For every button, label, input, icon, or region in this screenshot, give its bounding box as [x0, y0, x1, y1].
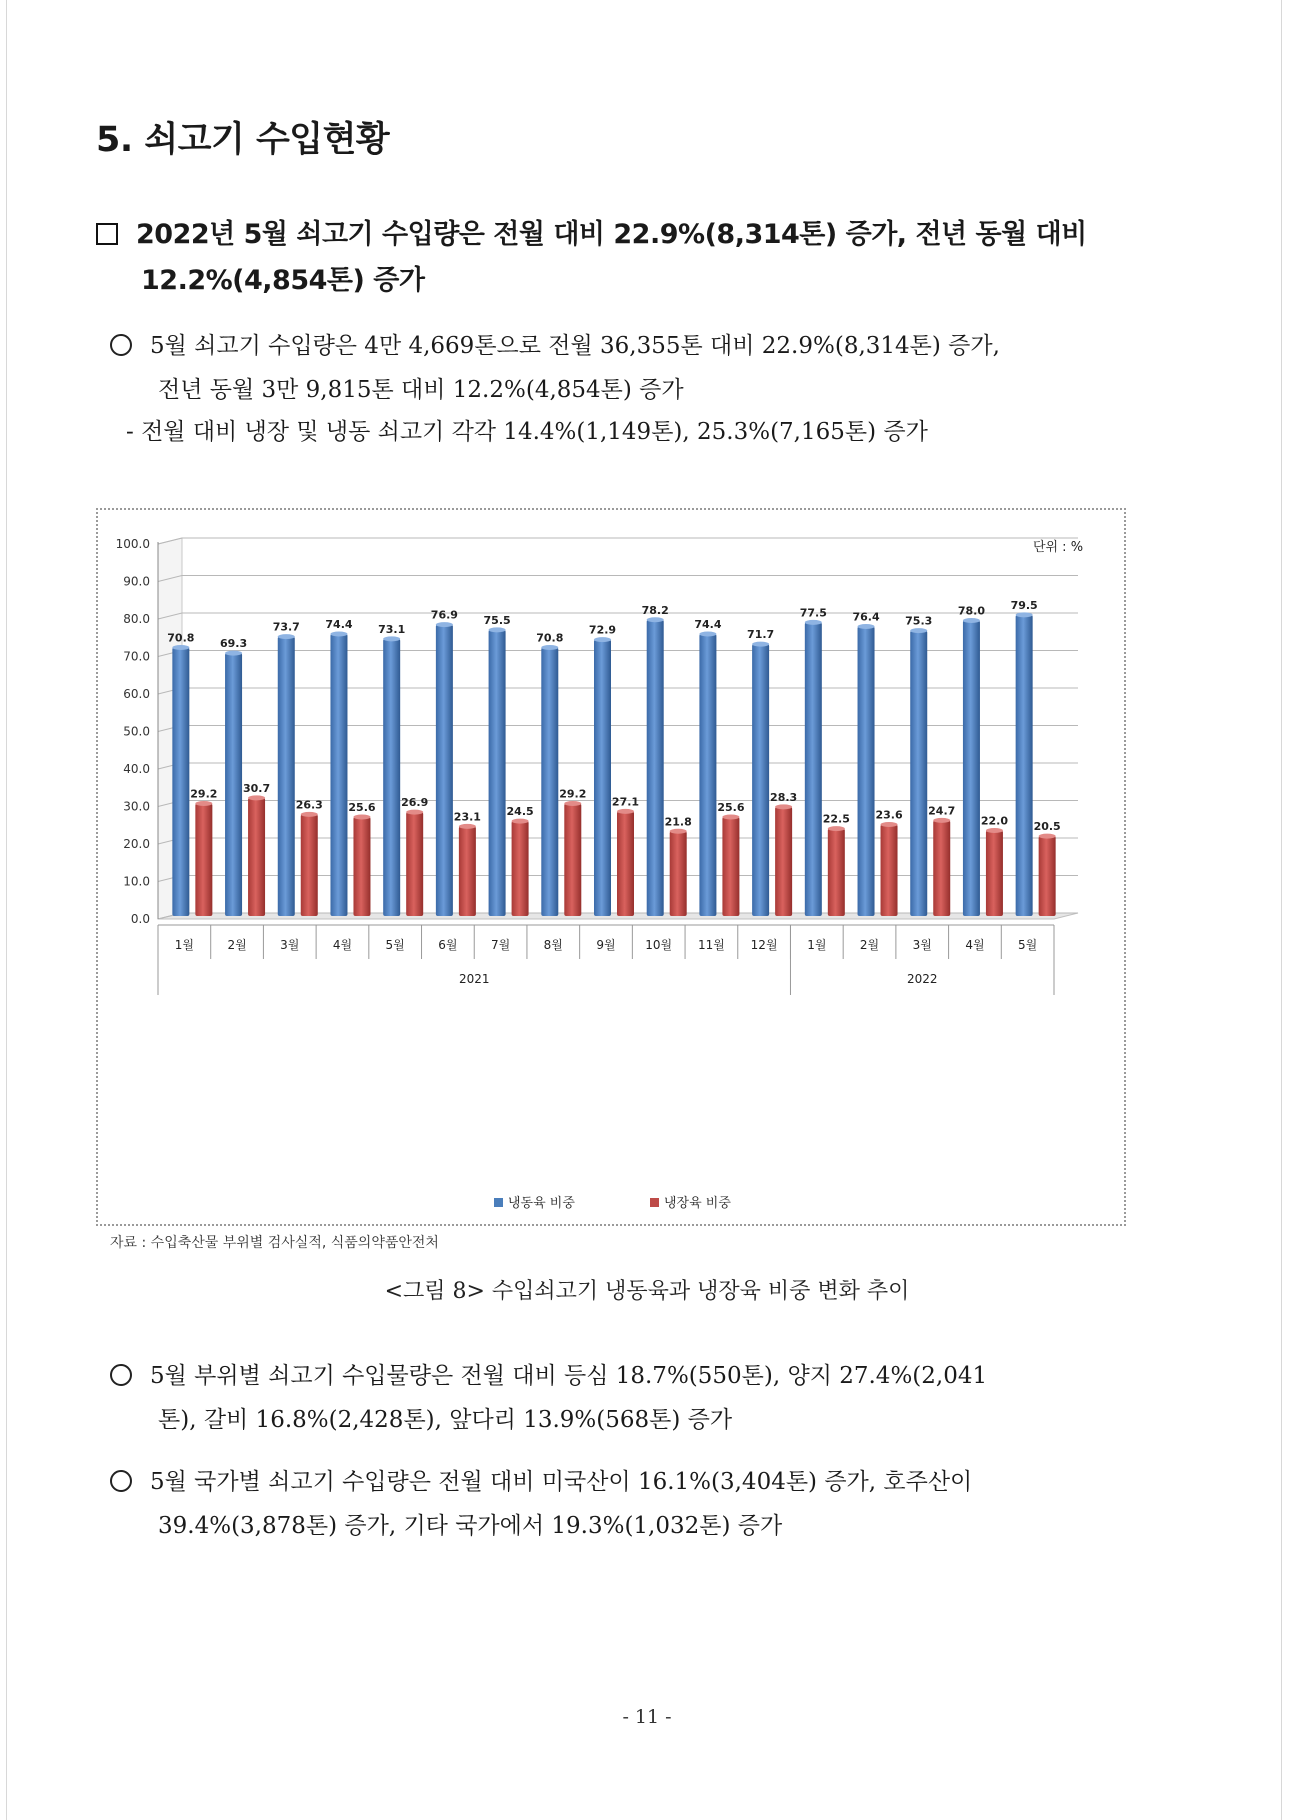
bar-cap	[383, 636, 400, 641]
data-label: 71.7	[747, 628, 775, 642]
data-label: 78.2	[641, 603, 669, 617]
bullet3-line1: 5월 국가별 쇠고기 수입량은 전월 대비 미국산이 16.1%(3,404톤) 증가, 호주산이	[150, 1469, 973, 1495]
data-label: 29.2	[190, 787, 218, 801]
data-label: 24.7	[928, 804, 956, 818]
data-label: 74.4	[325, 618, 353, 631]
bar-chilled	[986, 831, 1003, 917]
bullet2-line2: 톤), 갈비 16.8%(2,428톤), 앞다리 13.9%(568톤) 증가	[158, 1407, 733, 1433]
y-tick-label: 30.0	[123, 799, 150, 814]
bar-cap	[459, 824, 476, 829]
headline-line2: 12.2%(4,854톤) 증가	[141, 265, 425, 296]
x-tick-label: 1월	[807, 938, 827, 952]
bar-chilled	[828, 829, 845, 916]
bar-chilled	[670, 831, 687, 916]
bar-frozen	[699, 634, 716, 916]
legend-swatch-frozen	[494, 1198, 503, 1207]
x-tick-label: 5월	[1018, 938, 1038, 952]
bar-frozen	[541, 648, 558, 917]
bar-chilled	[775, 807, 792, 916]
square-bullet-icon	[96, 223, 118, 245]
data-label: 79.5	[1010, 598, 1038, 612]
y-tick-label: 100.0	[115, 537, 150, 551]
bar-cap	[722, 815, 739, 820]
section-title: 5. 쇠고기 수입현황	[96, 120, 390, 160]
x-tick-label: 4월	[332, 938, 353, 952]
data-label: 30.7	[242, 781, 271, 795]
bar-cap	[564, 801, 581, 806]
chart-legend	[494, 1195, 731, 1211]
bar-chilled	[722, 817, 739, 916]
data-label: 22.0	[980, 814, 1009, 828]
figure-caption: <그림 8> 수입쇠고기 냉동육과 냉장육 비중 변화 추이	[384, 1279, 910, 1304]
x-tick-label: 7월	[490, 938, 511, 952]
bar-chilled	[1039, 836, 1056, 916]
bullet-countries	[110, 1460, 1150, 1548]
headline	[96, 212, 1156, 304]
bar-frozen	[330, 634, 347, 916]
bar-cap	[225, 651, 242, 656]
bar-cap	[617, 809, 634, 814]
data-label: 25.6	[348, 801, 376, 814]
y-tick-label: 80.0	[123, 612, 150, 626]
bar-cap	[775, 804, 792, 809]
data-label: 75.5	[483, 613, 511, 627]
bar-cap	[1039, 834, 1056, 839]
y-tick-label: 20.0	[123, 837, 150, 851]
data-label: 26.3	[295, 798, 323, 812]
bar-frozen	[805, 622, 822, 916]
data-label: 24.5	[506, 805, 534, 819]
x-tick-label: 4월	[965, 938, 985, 952]
headline-line1: 2022년 5월 쇠고기 수입량은 전월 대비 22.9%(8,314톤) 증가, 전년 동월 대비	[136, 219, 1087, 250]
x-tick-label: 11월	[697, 938, 725, 952]
bar-chilled	[301, 814, 318, 916]
bar-frozen	[172, 648, 189, 917]
data-label: 25.6	[717, 801, 745, 814]
x-tick-label: 8월	[543, 938, 563, 952]
x-group-label: 2021	[458, 972, 490, 986]
y-tick-label: 90.0	[123, 574, 150, 589]
bar-cap	[699, 632, 716, 637]
gridline	[158, 538, 1078, 544]
data-label: 74.4	[694, 618, 722, 631]
x-tick-label: 9월	[596, 938, 616, 952]
bar-frozen	[963, 621, 980, 917]
y-tick-label: 10.0	[123, 874, 150, 889]
bar-frozen	[436, 625, 453, 916]
data-label: 70.8	[536, 631, 564, 645]
bar-chilled	[406, 812, 423, 916]
unit-label: 단위 : %	[1032, 540, 1084, 555]
bar-chilled	[459, 826, 476, 916]
bar-cap	[541, 645, 558, 650]
bullet2-line1: 5월 부위별 쇠고기 수입물량은 전월 대비 등심 18.7%(550톤), 양지 27.4%(2,041	[150, 1363, 988, 1389]
x-group-label: 2022	[906, 972, 938, 986]
bar-cap	[301, 812, 318, 817]
bar-cap	[670, 829, 687, 834]
data-label: 72.9	[588, 623, 617, 637]
bar-chilled	[617, 811, 634, 916]
data-label: 78.0	[957, 604, 986, 618]
data-label: 73.7	[272, 620, 300, 634]
bar-cap	[353, 815, 370, 820]
circle-bullet-icon	[110, 1364, 132, 1386]
bar-cap	[330, 632, 347, 637]
data-label: 20.5	[1033, 820, 1061, 834]
data-label: 69.3	[219, 637, 248, 651]
bar-chilled	[353, 817, 370, 916]
data-label: 23.6	[875, 808, 903, 822]
legend-swatch-chilled	[650, 1198, 659, 1207]
bar-cap	[172, 645, 189, 650]
bar-cap	[828, 826, 845, 831]
bar-chilled	[248, 798, 265, 916]
bar-frozen	[594, 640, 611, 916]
data-label: 29.2	[559, 787, 587, 801]
bar-chilled	[512, 821, 529, 916]
circle-bullet-icon	[110, 1470, 132, 1492]
gridline	[158, 688, 1078, 694]
bar-cap	[881, 822, 898, 827]
bar-cap	[963, 618, 980, 623]
y-tick-label: 60.0	[123, 687, 150, 701]
bar-cap	[1016, 612, 1033, 617]
bar-frozen	[752, 644, 769, 916]
data-label: 75.3	[905, 614, 933, 628]
bar-cap	[910, 628, 927, 633]
bar-cap	[858, 624, 875, 629]
x-tick-label: 1월	[174, 938, 194, 952]
y-tick-label: 40.0	[123, 762, 150, 776]
beef-share-chart	[98, 510, 1124, 1224]
bar-frozen	[858, 627, 875, 917]
circle-bullet-icon	[110, 334, 132, 356]
legend-label-frozen: 냉동육 비중	[508, 1196, 575, 1211]
data-label: 70.8	[167, 631, 195, 645]
gridline	[158, 576, 1078, 582]
bar-frozen	[225, 653, 242, 916]
bar-cap	[805, 620, 822, 625]
bullet-cuts	[110, 1354, 1150, 1442]
bar-frozen	[278, 637, 295, 916]
legend-label-chilled: 냉장육 비중	[664, 1196, 731, 1211]
x-tick-label: 2월	[859, 938, 880, 952]
bar-cap	[647, 617, 664, 622]
y-tick-label: 50.0	[123, 724, 150, 739]
bar-frozen	[910, 631, 927, 916]
bar-cap	[489, 627, 506, 632]
bullet-import-volume	[110, 324, 1150, 412]
bar-cap	[436, 622, 453, 627]
x-tick-label: 5월	[385, 938, 405, 952]
data-label: 22.5	[822, 812, 850, 826]
x-tick-label: 3월	[912, 938, 932, 952]
bar-cap	[986, 828, 1003, 833]
page-number: - 11 -	[622, 1706, 672, 1728]
y-tick-label: 70.0	[123, 649, 150, 664]
bar-cap	[933, 818, 950, 823]
bullet1-line2: 전년 동월 3만 9,815톤 대비 12.2%(4,854톤) 증가	[158, 377, 684, 403]
x-tick-label: 10월	[645, 938, 673, 952]
data-label: 76.4	[852, 610, 880, 624]
bar-cap	[406, 810, 423, 815]
x-tick-label: 12월	[750, 938, 778, 952]
data-label: 27.1	[611, 795, 640, 809]
bar-chilled	[881, 825, 898, 917]
dash-item-chilled-frozen: - 전월 대비 냉장 및 냉동 쇠고기 각각 14.4%(1,149톤), 25.3%(7,165톤) 증가	[126, 419, 928, 445]
gridline	[158, 613, 1078, 619]
chart-source: 자료 : 수입축산물 부위별 검사실적, 식품의약품안전처	[110, 1235, 439, 1251]
data-label: 21.8	[664, 815, 692, 829]
data-label: 28.3	[770, 790, 798, 804]
data-label: 73.1	[378, 622, 406, 636]
bar-frozen	[647, 620, 664, 916]
bar-frozen	[1016, 615, 1033, 916]
gridline	[158, 651, 1078, 657]
bar-cap	[248, 795, 265, 800]
bar-chilled	[933, 820, 950, 916]
chart-frame	[96, 508, 1126, 1226]
y-tick-label: 0.0	[130, 912, 150, 926]
data-label: 26.9	[401, 796, 429, 810]
x-tick-label: 6월	[438, 938, 458, 952]
bar-cap	[512, 819, 529, 824]
bar-cap	[195, 801, 212, 806]
bullet3-line2: 39.4%(3,878톤) 증가, 기타 국가에서 19.3%(1,032톤) 증가	[158, 1513, 783, 1539]
bar-cap	[752, 642, 769, 647]
x-tick-label: 2월	[227, 938, 247, 952]
bar-frozen	[489, 630, 506, 916]
x-tick-label: 3월	[280, 938, 300, 952]
bar-cap	[278, 634, 295, 639]
bar-cap	[594, 637, 611, 642]
gridline	[158, 763, 1078, 769]
bar-frozen	[383, 639, 400, 916]
data-label: 77.5	[799, 606, 827, 620]
bar-chilled	[195, 804, 212, 917]
bullet1-line1: 5월 쇠고기 수입량은 4만 4,669톤으로 전월 36,355톤 대비 22.9%(8,314톤) 증가,	[150, 333, 1000, 359]
bar-chilled	[564, 804, 581, 917]
data-label: 23.1	[453, 810, 481, 824]
data-label: 76.9	[430, 608, 458, 622]
gridline	[158, 726, 1078, 732]
